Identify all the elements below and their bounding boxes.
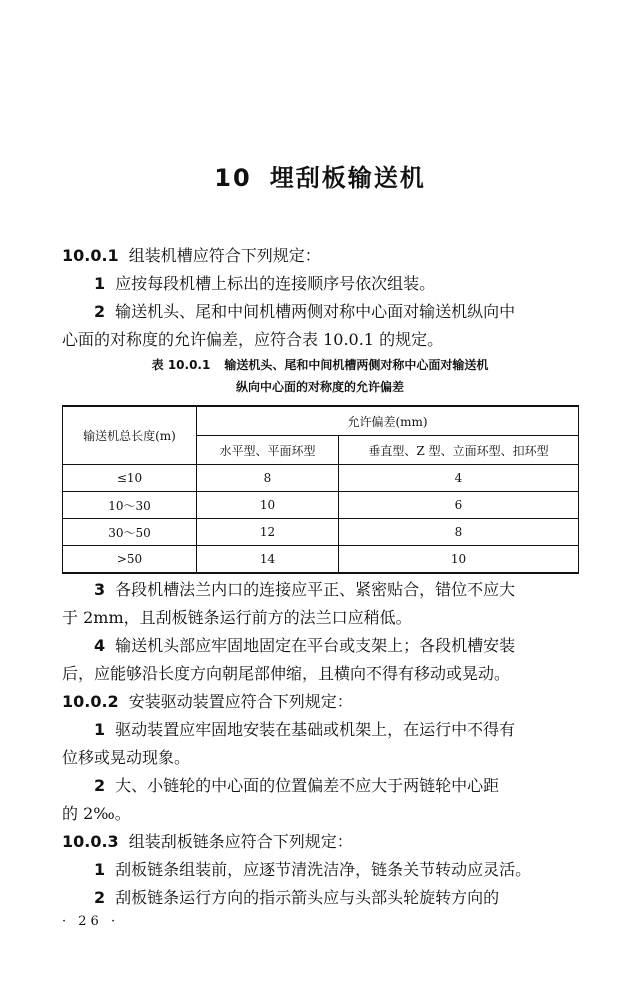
chapter-number: 10 bbox=[214, 164, 252, 192]
clause-10-0-2-item-1-cont: 位移或晃动现象。 bbox=[62, 748, 191, 767]
clause-10-0-3-item-1: 1 刮板链条组装前，应逐节清洗洁净，链条关节转动应灵活。 bbox=[94, 860, 532, 879]
clause-10-0-1-item-4: 4 输送机头部应牢固地固定在平台或支架上；各段机槽安装 bbox=[94, 636, 516, 655]
table-row: 10～30 10 6 bbox=[63, 492, 579, 519]
clause-10-0-1-item-2-cont: 心面的对称度的允许偏差，应符合表 10.0.1 的规定。 bbox=[62, 330, 444, 349]
table-number: 表 10.0.1 bbox=[151, 358, 211, 372]
clause-10-0-2 bbox=[62, 692, 582, 712]
clause-10-0-2-item-2: 2 大、小链轮的中心面的位置偏差不应大于两链轮中心距 bbox=[94, 776, 500, 795]
clause-10-0-1-item-2: 2 输送机头、尾和中间机槽两侧对称中心面对输送机纵向中 bbox=[94, 302, 516, 321]
header-tolerance: 允许偏差(mm) bbox=[197, 406, 579, 436]
clause-10-0-1-item-1: 1 应按每段机槽上标出的连接顺序号依次组装。 bbox=[94, 274, 436, 293]
table-caption-line-2: 纵向中心面的对称度的允许偏差 bbox=[235, 380, 404, 394]
table-row: ≤10 8 4 bbox=[63, 465, 579, 492]
table-caption-line-1: 表 10.0.1 输送机头、尾和中间机槽两侧对称中心面对输送机 bbox=[151, 358, 489, 372]
clause-10-0-3 bbox=[62, 832, 582, 852]
clause-10-0-3-item-2: 2 刮板链条运行方向的指示箭头应与头部头轮旋转方向的 bbox=[94, 888, 500, 907]
chapter-title bbox=[0, 158, 640, 193]
clause-number: 10.0.2 bbox=[62, 692, 119, 711]
table-row: 30～50 12 8 bbox=[63, 519, 579, 546]
header-sub-horizontal: 水平型、平面环型 bbox=[197, 436, 339, 465]
clause-10-0-1 bbox=[62, 246, 582, 266]
clause-10-0-1-item-3: 3 各段机槽法兰内口的连接应平正、紧密贴合，错位不应大 bbox=[94, 580, 516, 599]
clause-number: 10.0.1 bbox=[62, 246, 119, 265]
clause-10-0-2-item-1: 1 驱动装置应牢固地安装在基础或机架上，在运行中不得有 bbox=[94, 720, 516, 739]
header-sub-vertical: 垂直型、Z 型、立面环型、扣环型 bbox=[339, 436, 579, 465]
tolerance-table bbox=[62, 405, 579, 574]
clause-heading: 组装机槽应符合下列规定： bbox=[128, 246, 321, 265]
clause-10-0-1-item-4-cont: 后，应能够沿长度方向朝尾部伸缩，且横向不得有移动或晃动。 bbox=[62, 664, 511, 683]
page-number: · 26 · bbox=[62, 914, 120, 929]
clause-heading: 安装驱动装置应符合下列规定： bbox=[128, 692, 353, 711]
clause-heading: 组装刮板链条应符合下列规定： bbox=[128, 832, 353, 851]
clause-10-0-2-item-2-cont: 的 2‰。 bbox=[62, 804, 131, 823]
chapter-name: 埋刮板输送机 bbox=[269, 164, 426, 192]
table-row: >50 14 10 bbox=[63, 546, 579, 574]
clause-10-0-1-item-3-cont: 于 2mm，且刮板链条运行前方的法兰口应稍低。 bbox=[62, 608, 412, 627]
header-length: 输送机总长度(m) bbox=[63, 406, 197, 465]
clause-number: 10.0.3 bbox=[62, 832, 119, 851]
